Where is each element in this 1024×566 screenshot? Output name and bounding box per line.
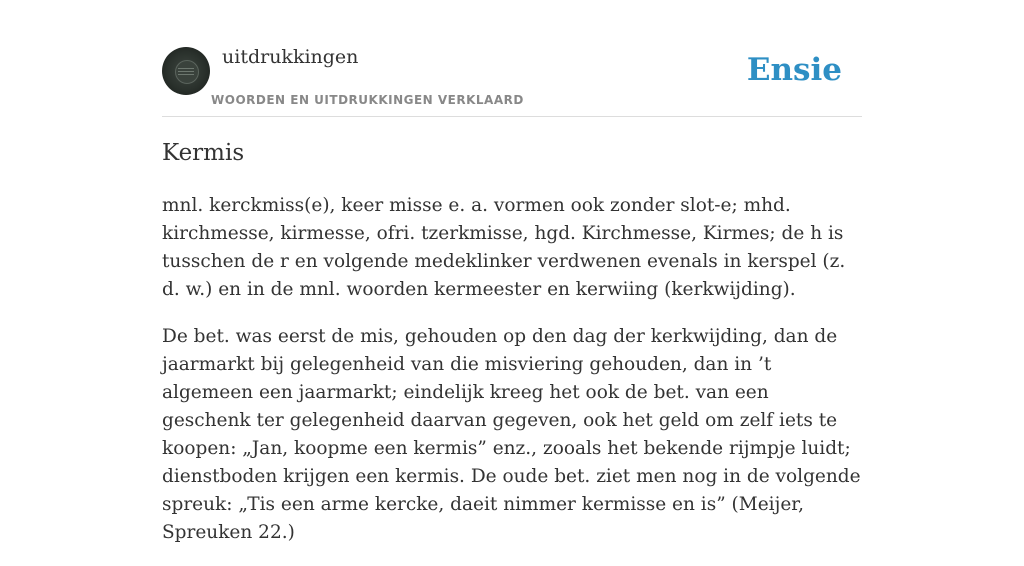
site-name-link[interactable]: uitdrukkingen: [222, 46, 359, 68]
avatar-emblem-icon: [175, 60, 199, 84]
avatar-emblem-line: [178, 71, 194, 72]
page-title: Kermis: [162, 140, 245, 166]
article-body: [162, 192, 862, 566]
avatar-emblem-line: [178, 74, 194, 75]
avatar-emblem-line: [178, 68, 194, 69]
article-paragraph: mnl. kerckmiss(e), keer misse e. a. vormen ook zonder slot-e; mhd. kirchmesse, kirmesse, ofri. tzerkmisse, hgd. Kirchmesse, Kirmes; de h is tusschen de r en volgende medeklinker verdwenen evenals in kerspel (z. d. w.) en in de mnl. woorden kermeester en kerwiing (kerkwijding).: [162, 195, 846, 300]
site-avatar[interactable]: [162, 47, 210, 95]
ensie-logo-link[interactable]: Ensie: [746, 52, 842, 88]
site-header: [162, 46, 862, 117]
article-paragraph: De bet. was eerst de mis, gehouden op den dag der kerkwijding, dan de jaarmarkt bij gelegenheid van die misviering gehouden, dan in ’t algemeen een jaarmarkt; eindelijk kreeg het ook de bet. van een geschenk ter gelegenheid daarvan gegeven, ook het geld om zelf iets te koopen: „Jan, koopme een kermis” enz., zooals het bekende rijmpje luidt; dienstboden krijgen een kermis. De oude bet. ziet men nog in de volgende spreuk: „Tis een arme kercke, daeit nimmer kermisse en is” (Meijer, Spreuken 22.): [162, 326, 861, 543]
site-tagline: WOORDEN EN UITDRUKKINGEN VERKLAARD: [211, 93, 524, 107]
